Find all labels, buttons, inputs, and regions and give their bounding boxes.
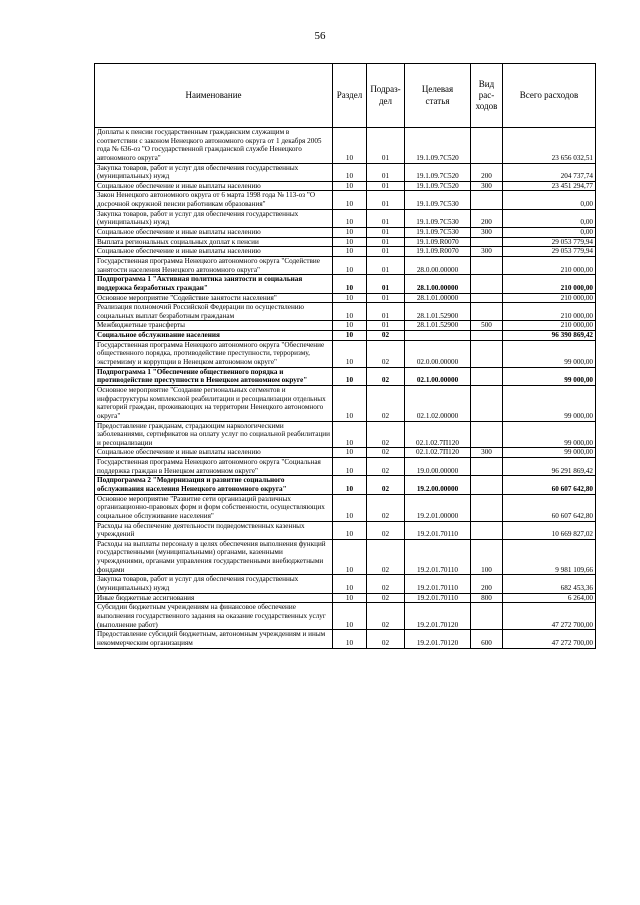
- cell-section: 10: [333, 228, 367, 238]
- cell-name: Закупка товаров, работ и услуг для обеспечения государственных (муниципальных) нужд: [95, 575, 333, 593]
- cell-subsection: 01: [367, 191, 405, 209]
- table-row: [95, 367, 596, 385]
- cell-name: Социальное обеспечение и иные выплаты населению: [95, 181, 333, 191]
- table-row: [95, 181, 596, 191]
- cell-subsection: 02: [367, 458, 405, 476]
- cell-target: 19.1.09.7С520: [405, 128, 471, 164]
- table-row: [95, 275, 596, 293]
- page-number: 56: [314, 30, 326, 42]
- cell-subsection: 01: [367, 163, 405, 181]
- cell-section: 10: [333, 603, 367, 630]
- cell-name: Иные бюджетные ассигнования: [95, 593, 333, 603]
- cell-name: Реализация полномочий Российской Федерации по осуществлению социальных выплат безработным гражданам: [95, 303, 333, 321]
- cell-section: 10: [333, 593, 367, 603]
- cell-total: 99 000,00: [503, 448, 596, 458]
- cell-subsection: 02: [367, 367, 405, 385]
- cell-target: 19.1.09.R0070: [405, 247, 471, 257]
- cell-type: [471, 275, 503, 293]
- cell-section: 10: [333, 237, 367, 247]
- cell-name: Государственная программа Ненецкого автономного округа "Обеспечение общественного порядка, противодействие преступности, терроризму, экстремизму и коррупции в Ненецком автономном округе": [95, 340, 333, 367]
- cell-subsection: 01: [367, 209, 405, 227]
- cell-section: 10: [333, 630, 367, 648]
- cell-total: 29 053 779,94: [503, 237, 596, 247]
- cell-target: 19.1.09.R0070: [405, 237, 471, 247]
- cell-total: 0,00: [503, 228, 596, 238]
- table-row: [95, 247, 596, 257]
- cell-section: 10: [333, 575, 367, 593]
- cell-section: 10: [333, 128, 367, 164]
- cell-type: 300: [471, 181, 503, 191]
- cell-target: 02.1.00.00000: [405, 367, 471, 385]
- cell-section: 10: [333, 181, 367, 191]
- cell-total: 210 000,00: [503, 303, 596, 321]
- cell-type: [471, 293, 503, 303]
- cell-total: 99 000,00: [503, 340, 596, 367]
- cell-type: 500: [471, 321, 503, 331]
- cell-total: 6 264,00: [503, 593, 596, 603]
- cell-subsection: 01: [367, 275, 405, 293]
- cell-name: Социальное обеспечение и иные выплаты населению: [95, 228, 333, 238]
- cell-subsection: 02: [367, 385, 405, 421]
- cell-name: Государственная программа Ненецкого автономного округа "Содействие занятости населения Ненецкого автономного округа": [95, 256, 333, 274]
- cell-name: Закон Ненецкого автономного округа от 6 марта 1998 года № 113-оз "О досрочной окружной пенсии работникам образования": [95, 191, 333, 209]
- cell-name: Основное мероприятие "Содействие занятости населения": [95, 293, 333, 303]
- table-row: [95, 476, 596, 494]
- cell-name: Основное мероприятие "Создание региональных сегментов и инфраструктуры комплексной реабилитации и ресоциализации отдельных категорий граждан, проживающих на территории Ненецкого автономного округа": [95, 385, 333, 421]
- cell-target: 28.1.01.52900: [405, 303, 471, 321]
- table-row: [95, 321, 596, 331]
- cell-type: 300: [471, 448, 503, 458]
- cell-total: 210 000,00: [503, 275, 596, 293]
- cell-total: 204 737,74: [503, 163, 596, 181]
- cell-type: [471, 331, 503, 341]
- cell-type: [471, 494, 503, 521]
- cell-subsection: 01: [367, 293, 405, 303]
- cell-type: 200: [471, 163, 503, 181]
- table-row: [95, 385, 596, 421]
- cell-section: 10: [333, 303, 367, 321]
- cell-name: Закупка товаров, работ и услуг для обеспечения государственных (муниципальных) нужд: [95, 209, 333, 227]
- table-row: [95, 494, 596, 521]
- table-row: [95, 237, 596, 247]
- cell-section: 10: [333, 247, 367, 257]
- cell-target: 28.1.01.00000: [405, 293, 471, 303]
- cell-subsection: 02: [367, 575, 405, 593]
- cell-name: Выплата региональных социальных доплат к пенсии: [95, 237, 333, 247]
- cell-total: 99 000,00: [503, 421, 596, 448]
- cell-subsection: 01: [367, 321, 405, 331]
- cell-name: Подпрограмма 1 "Активная политика занятости и социальная поддержка безработных граждан": [95, 275, 333, 293]
- cell-type: 600: [471, 630, 503, 648]
- cell-total: 99 000,00: [503, 385, 596, 421]
- cell-subsection: 01: [367, 237, 405, 247]
- cell-target: 19.0.00.00000: [405, 458, 471, 476]
- cell-type: 300: [471, 247, 503, 257]
- cell-type: [471, 476, 503, 494]
- cell-target: 02.0.00.00000: [405, 340, 471, 367]
- cell-target: 02.1.02.7П120: [405, 421, 471, 448]
- cell-type: 200: [471, 209, 503, 227]
- table-row: [95, 340, 596, 367]
- cell-target: 19.1.09.7С520: [405, 163, 471, 181]
- cell-subsection: 02: [367, 630, 405, 648]
- cell-section: 10: [333, 476, 367, 494]
- table-row: [95, 448, 596, 458]
- cell-section: 10: [333, 421, 367, 448]
- cell-total: 23 451 294,77: [503, 181, 596, 191]
- cell-name: Расходы на выплаты персоналу в целях обеспечения выполнения функций государственными (муниципальными) органами, казенными учреждениями, органами управления государственными внебюджетными фондами: [95, 539, 333, 575]
- cell-section: 10: [333, 293, 367, 303]
- table-row: [95, 303, 596, 321]
- cell-section: 10: [333, 494, 367, 521]
- cell-type: 800: [471, 593, 503, 603]
- cell-name: Расходы на обеспечение деятельности подведомственных казенных учреждений: [95, 521, 333, 539]
- table-row: [95, 293, 596, 303]
- table-row: [95, 228, 596, 238]
- cell-total: 210 000,00: [503, 256, 596, 274]
- cell-section: 10: [333, 458, 367, 476]
- cell-target: 28.0.00.00000: [405, 256, 471, 274]
- cell-subsection: 01: [367, 256, 405, 274]
- cell-total: 29 053 779,94: [503, 247, 596, 257]
- cell-total: 10 669 827,02: [503, 521, 596, 539]
- cell-section: 10: [333, 331, 367, 341]
- cell-section: 10: [333, 340, 367, 367]
- header-section: Раздел: [333, 64, 367, 128]
- cell-section: 10: [333, 367, 367, 385]
- table-row: [95, 458, 596, 476]
- cell-target: 19.2.01.70110: [405, 575, 471, 593]
- cell-target: 19.2.01.00000: [405, 494, 471, 521]
- cell-type: [471, 521, 503, 539]
- table-row: [95, 128, 596, 164]
- cell-total: 47 272 700,00: [503, 603, 596, 630]
- cell-section: 10: [333, 385, 367, 421]
- cell-total: 47 272 700,00: [503, 630, 596, 648]
- cell-name: Основное мероприятие "Развитие сети организаций различных организационно-правовых форм и форм собственности, осуществляющих социальное обслуживание населения": [95, 494, 333, 521]
- cell-subsection: 02: [367, 340, 405, 367]
- cell-section: 10: [333, 256, 367, 274]
- cell-type: [471, 237, 503, 247]
- header-total: Всего расходов: [503, 64, 596, 128]
- cell-total: 210 000,00: [503, 293, 596, 303]
- cell-subsection: 02: [367, 603, 405, 630]
- cell-subsection: 02: [367, 421, 405, 448]
- cell-target: 02.1.02.7П120: [405, 448, 471, 458]
- cell-target: 19.2.00.00000: [405, 476, 471, 494]
- cell-total: 23 656 032,51: [503, 128, 596, 164]
- cell-total: 210 000,00: [503, 321, 596, 331]
- cell-total: 9 981 109,66: [503, 539, 596, 575]
- cell-total: 0,00: [503, 191, 596, 209]
- cell-type: [471, 303, 503, 321]
- cell-target: 19.1.09.7С530: [405, 228, 471, 238]
- table-row: [95, 630, 596, 648]
- table-row: [95, 521, 596, 539]
- cell-subsection: 02: [367, 448, 405, 458]
- cell-target: [405, 331, 471, 341]
- cell-type: [471, 458, 503, 476]
- cell-section: 10: [333, 191, 367, 209]
- cell-target: 19.1.09.7С530: [405, 191, 471, 209]
- table-body: [95, 128, 596, 649]
- cell-subsection: 01: [367, 303, 405, 321]
- cell-total: 0,00: [503, 209, 596, 227]
- cell-name: Предоставление субсидий бюджетным, автономным учреждениям и иным некоммерческим организациям: [95, 630, 333, 648]
- cell-subsection: 02: [367, 521, 405, 539]
- cell-total: 99 000,00: [503, 367, 596, 385]
- budget-table: [94, 63, 596, 649]
- cell-section: 10: [333, 539, 367, 575]
- table-row: [95, 331, 596, 341]
- cell-subsection: 02: [367, 331, 405, 341]
- table-row: [95, 603, 596, 630]
- table-row: [95, 191, 596, 209]
- cell-total: 96 390 869,42: [503, 331, 596, 341]
- cell-total: 60 607 642,80: [503, 476, 596, 494]
- cell-subsection: 02: [367, 593, 405, 603]
- cell-type: 100: [471, 539, 503, 575]
- cell-name: Межбюджетные трансферты: [95, 321, 333, 331]
- cell-name: Предоставление гражданам, страдающим наркологическими заболеваниями, сертификатов на оплату услуг по социальной реабилитации и ресоциализации: [95, 421, 333, 448]
- cell-type: [471, 256, 503, 274]
- cell-target: 28.1.01.52900: [405, 321, 471, 331]
- cell-type: [471, 603, 503, 630]
- cell-subsection: 01: [367, 228, 405, 238]
- table-row: [95, 209, 596, 227]
- cell-subsection: 01: [367, 247, 405, 257]
- cell-name: Государственная программа Ненецкого автономного округа "Социальная поддержка граждан в Ненецком автономном округе": [95, 458, 333, 476]
- table-row: [95, 593, 596, 603]
- table-row: [95, 575, 596, 593]
- table-row: [95, 539, 596, 575]
- table-row: [95, 163, 596, 181]
- cell-section: 10: [333, 521, 367, 539]
- cell-type: [471, 128, 503, 164]
- cell-section: 10: [333, 163, 367, 181]
- cell-target: 19.2.01.70110: [405, 539, 471, 575]
- cell-section: 10: [333, 209, 367, 227]
- cell-section: 10: [333, 275, 367, 293]
- cell-subsection: 01: [367, 181, 405, 191]
- table-row: [95, 421, 596, 448]
- cell-target: 19.2.01.70120: [405, 603, 471, 630]
- cell-type: [471, 367, 503, 385]
- header-name: Наименование: [95, 64, 333, 128]
- cell-total: 96 291 869,42: [503, 458, 596, 476]
- cell-type: [471, 340, 503, 367]
- table-header-row: [95, 64, 596, 128]
- cell-section: 10: [333, 321, 367, 331]
- cell-section: 10: [333, 448, 367, 458]
- header-type: Вид рас- ходов: [471, 64, 503, 128]
- cell-type: 300: [471, 228, 503, 238]
- cell-name: Доплаты к пенсии государственным гражданским служащим в соответствии с законом Ненецкого автономного округа от 1 декабря 2005 года № 636-оз "О государственной гражданской службе Ненецкого автономного округа": [95, 128, 333, 164]
- cell-name: Социальное обеспечение и иные выплаты населению: [95, 247, 333, 257]
- cell-subsection: 02: [367, 476, 405, 494]
- cell-name: Закупка товаров, работ и услуг для обеспечения государственных (муниципальных) нужд: [95, 163, 333, 181]
- cell-target: 28.1.00.00000: [405, 275, 471, 293]
- cell-name: Социальное обслуживание населения: [95, 331, 333, 341]
- header-target: Целевая статья: [405, 64, 471, 128]
- header-subsection: Подраз- дел: [367, 64, 405, 128]
- cell-name: Подпрограмма 1 "Обеспечение общественного порядка и противодействие преступности в Ненецком автономном округе": [95, 367, 333, 385]
- cell-target: 19.2.01.70110: [405, 593, 471, 603]
- cell-target: 02.1.02.00000: [405, 385, 471, 421]
- cell-type: 200: [471, 575, 503, 593]
- cell-total: 60 607 642,80: [503, 494, 596, 521]
- cell-target: 19.1.09.7С530: [405, 209, 471, 227]
- cell-target: 19.2.01.70110: [405, 521, 471, 539]
- cell-type: [471, 385, 503, 421]
- cell-subsection: 01: [367, 128, 405, 164]
- cell-subsection: 02: [367, 539, 405, 575]
- cell-name: Субсидии бюджетным учреждениям на финансовое обеспечение выполнения государственного задания на оказание государственных услуг (выполнение работ): [95, 603, 333, 630]
- cell-total: 682 453,36: [503, 575, 596, 593]
- cell-name: Социальное обеспечение и иные выплаты населению: [95, 448, 333, 458]
- cell-target: 19.1.09.7С520: [405, 181, 471, 191]
- cell-type: [471, 191, 503, 209]
- table-row: [95, 256, 596, 274]
- cell-type: [471, 421, 503, 448]
- cell-name: Подпрограмма 2 "Модернизация и развитие социального обслуживания населения Ненецкого автономного округа": [95, 476, 333, 494]
- cell-subsection: 02: [367, 494, 405, 521]
- cell-target: 19.2.01.70120: [405, 630, 471, 648]
